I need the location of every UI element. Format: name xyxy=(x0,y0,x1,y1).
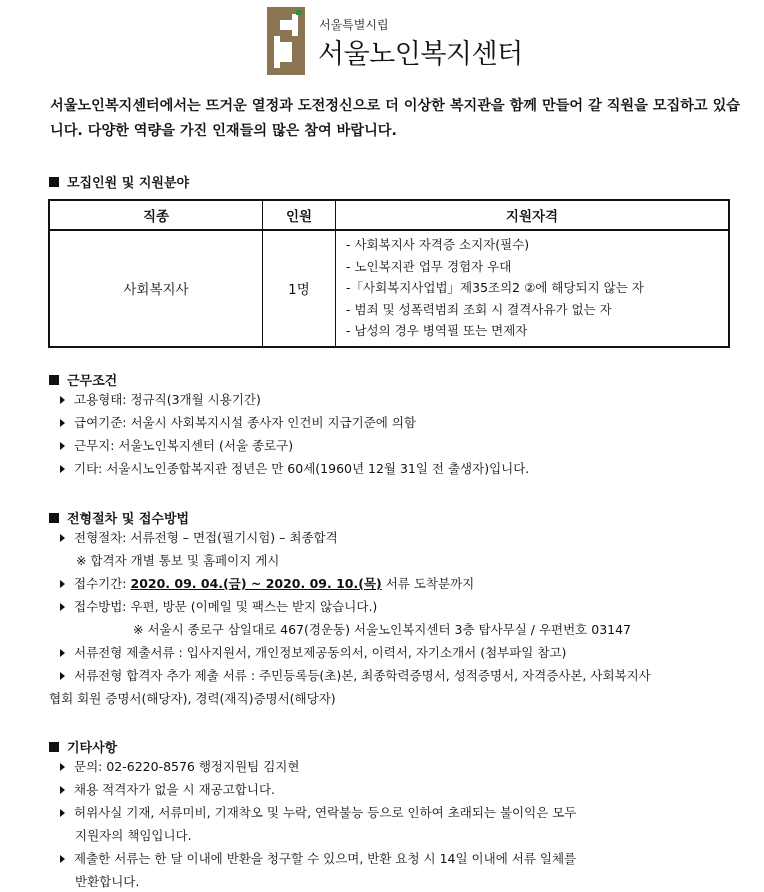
triangle-bullet-icon xyxy=(60,855,65,863)
list-item-continuation: 지원자의 책임입니다. xyxy=(75,828,192,843)
list-item-text: 전형절차: 서류전형 – 면접(필기시험) – 최종합격 xyxy=(74,530,338,545)
list-item xyxy=(60,780,275,798)
section-title-text: 근무조건 xyxy=(67,374,118,389)
list-item xyxy=(60,459,529,477)
list-item xyxy=(60,597,377,615)
list-item-text: 접수방법: 우편, 방문 (이메일 및 팩스는 받지 않습니다.) xyxy=(74,599,378,614)
list-item-continuation: 반환합니다. xyxy=(75,874,140,889)
section-title-text: 기타사항 xyxy=(67,741,118,756)
triangle-bullet-icon xyxy=(60,809,65,817)
header-job: 직종 xyxy=(49,200,263,230)
triangle-bullet-icon xyxy=(60,396,65,404)
triangle-bullet-icon xyxy=(60,442,65,450)
period-label: 접수기간: xyxy=(74,576,131,591)
list-item-text: 허위사실 기재, 서류미비, 기재착오 및 누락, 연락불능 등으로 인하여 초래되는 불이익은 모두 xyxy=(74,805,577,820)
period-suffix: 서류 도착분까지 xyxy=(381,576,475,591)
triangle-bullet-icon xyxy=(60,672,65,680)
triangle-bullet-icon xyxy=(60,419,65,427)
qualification-item: - 노인복지관 업무 경험자 우대 xyxy=(346,258,512,274)
list-item xyxy=(60,666,651,684)
triangle-bullet-icon xyxy=(60,603,65,611)
list-item-text: 서류전형 합격자 추가 제출 서류 : 주민등록등(초)본, 최종학력증명서, 성적증명서, 자격증사본, 사회복지사 xyxy=(74,668,651,683)
intro-paragraph: 서울노인복지센터에서는 뜨거운 열정과 도전정신으로 더 이상한 복지관을 함께 만들어 갈 직원을 모집하고 있습니다. 다양한 역량을 가진 인재들의 많은 참여 바랍니다. xyxy=(50,98,740,139)
list-item xyxy=(60,574,474,592)
square-bullet-icon xyxy=(49,177,59,187)
square-bullet-icon xyxy=(49,513,59,523)
triangle-bullet-icon xyxy=(60,763,65,771)
qualification-item: - 남성의 경우 병역필 또는 면제자 xyxy=(346,323,528,338)
list-item-continuation: 협회 회원 증명서(해당자), 경력(재직)증명서(해당자) xyxy=(49,691,336,706)
list-item xyxy=(60,849,576,867)
qualification-item: -「사회복지사업법」제35조의2 ②에 해당되지 않는 자 xyxy=(346,280,644,295)
header-qualifications: 지원자격 xyxy=(336,200,730,230)
triangle-bullet-icon xyxy=(60,786,65,794)
list-item xyxy=(60,436,293,454)
cell-job: 사회복지사 xyxy=(49,230,263,347)
section-title-conditions xyxy=(49,370,117,389)
cell-count: 1명 xyxy=(263,230,336,347)
list-item xyxy=(60,757,299,775)
square-bullet-icon xyxy=(49,742,59,752)
list-item xyxy=(60,643,566,661)
list-item-text: 급여기준: 서울시 사회복지시설 종사자 인건비 지급기준에 의함 xyxy=(74,415,417,430)
list-item-text: 문의: 02-6220-8576 행정지원팀 김지현 xyxy=(74,759,300,774)
list-item-text: 제출한 서류는 한 달 이내에 반환을 청구할 수 있으며, 반환 요청 시 14일 이내에 서류 일체를 xyxy=(74,851,577,866)
list-item xyxy=(60,390,261,408)
table-row xyxy=(49,230,729,347)
period-value: 2020. 09. 04.(금) ~ 2020. 09. 10.(목) xyxy=(130,576,382,591)
triangle-bullet-icon xyxy=(60,465,65,473)
triangle-bullet-icon xyxy=(60,580,65,588)
list-item-text: 기타: 서울시노인종합복지관 정년은 만 60세(1960년 12월 31일 전 출생자)입니다. xyxy=(74,461,530,476)
table-header-row xyxy=(49,200,729,230)
header-count: 인원 xyxy=(263,200,336,230)
list-item-text: 고용형태: 정규직(3개월 시용기간) xyxy=(74,392,261,407)
section-title-etc xyxy=(49,737,117,756)
qualification-item: - 범죄 및 성폭력범죄 조회 시 결격사유가 없는 자 xyxy=(346,301,612,317)
section-title-process xyxy=(49,508,189,527)
list-item xyxy=(60,413,416,431)
list-item xyxy=(60,528,338,546)
section-title-recruit xyxy=(49,172,189,191)
list-item xyxy=(60,803,576,821)
section-title-text: 전형절차 및 접수방법 xyxy=(67,512,190,527)
section-title-text: 모집인원 및 지원분야 xyxy=(67,176,190,191)
qualification-item: - 사회복지사 자격증 소지자(필수) xyxy=(346,237,530,252)
square-bullet-icon xyxy=(49,375,59,385)
cell-qualifications xyxy=(336,230,730,347)
logo-mark-icon xyxy=(266,6,306,76)
triangle-bullet-icon xyxy=(60,649,65,657)
triangle-bullet-icon xyxy=(60,534,65,542)
recruit-table xyxy=(48,199,730,348)
list-item-text: 채용 적격자가 없을 시 재공고합니다. xyxy=(74,782,275,797)
steps-note: ※ 합격자 개별 통보 및 홈페이지 게시 xyxy=(76,553,280,568)
org-title: 서울노인복지센터 xyxy=(318,39,523,70)
org-subtitle: 서울특별시립 xyxy=(319,18,389,32)
list-item-text: 서류전형 제출서류 : 입사지원서, 개인정보제공동의서, 이력서, 자기소개서 (첨부파일 참고) xyxy=(74,645,567,660)
list-item-text: 근무지: 서울노인복지센터 (서울 종로구) xyxy=(74,438,294,453)
address-note: ※ 서울시 종로구 삼일대로 467(경운동) 서울노인복지센터 3층 탑사무실 / 우편번호 03147 xyxy=(133,622,631,637)
